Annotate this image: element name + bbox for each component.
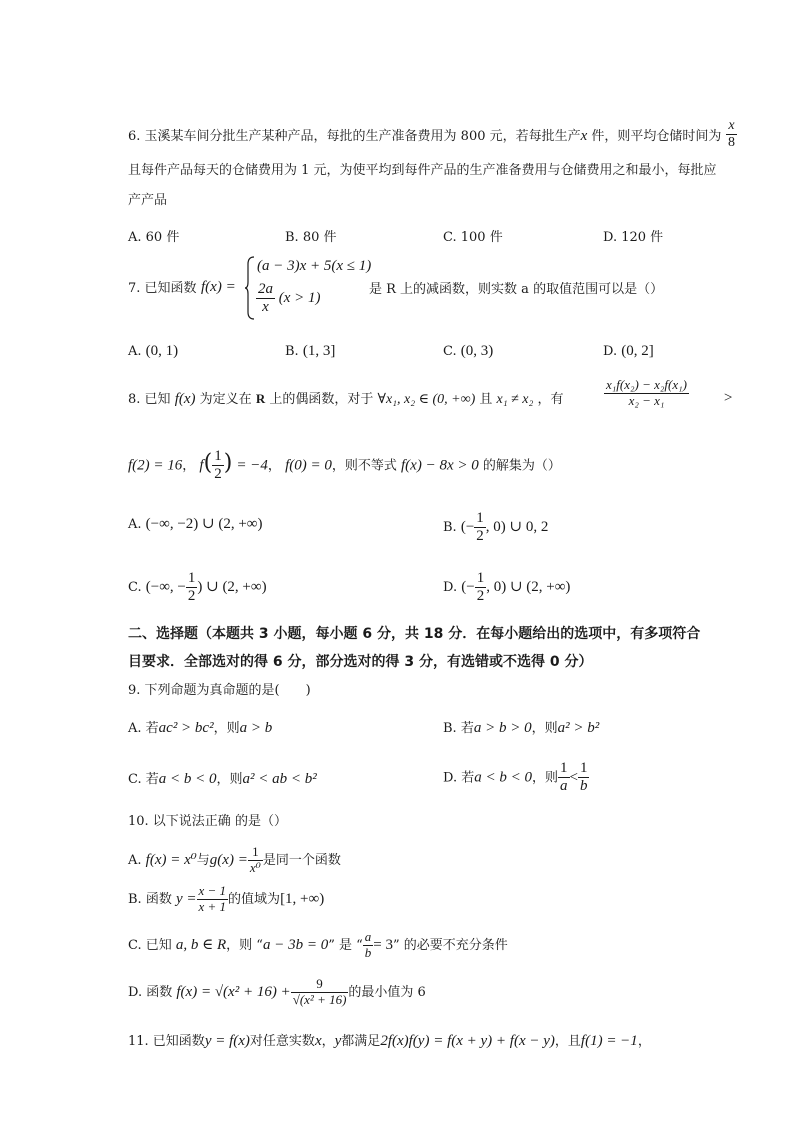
q8-option-d-post: , 0) ∪ (2, +∞) [486,579,571,596]
q6-option-d: D. 120 件 [603,230,664,245]
q10-option-b-den: x + 1 [198,898,227,914]
q10-option-a-den: x⁰ [249,859,261,875]
q8-option-d-pre: (− [461,579,475,596]
q8-mid3: 且 [479,392,493,407]
q8-option-c-label: C. [128,580,142,596]
q11-t1: 对任意实数 [249,1034,315,1049]
q6-line1 [128,129,721,144]
q7-option-d-label: D. [603,344,618,359]
q10-option-c-m3: = 3 [373,936,393,953]
q9-option-d [443,760,589,796]
q8-fhalf-num: 1 [212,448,224,466]
q10-title: 10. 以下说法正确 的是（） [128,814,287,829]
q10-option-a-t2: 是同一个函数 [262,852,341,868]
q10-option-c-label: C. 已知 [128,937,172,953]
q9-option-d-d2: b [579,778,588,795]
q10-option-d-num: 9 [291,977,349,993]
q8-big-den: x₂ − x₁ [628,392,665,408]
q11-t2: ， [321,1034,335,1049]
q8-line1 [128,392,564,407]
q7-option-b-label: B. [285,344,299,359]
q8-option-c-pre: (−∞, − [145,579,186,596]
q10-option-b-num: x − 1 [198,883,227,898]
q8-option-c-num: 1 [186,570,198,588]
q6-line1-text: 6. 玉溪某车间分批生产某种产品，每批的生产准备费用为 800 元，若每批生产 [128,129,581,144]
q9-option-d-n1: 1 [558,760,570,778]
q8-option-a [128,514,263,533]
q8-fhalf-den: 2 [214,466,222,483]
q10-option-a [128,845,341,876]
q11-t4: ，且 [554,1034,581,1049]
q7-brace [244,256,256,320]
q8-big-num: x₁f(x₂) − x₂f(x₁) [606,377,687,392]
q8-option-d-den: 2 [476,588,485,605]
q8-f2: f(2) = 16 [128,457,183,474]
q7-option-d [603,343,654,360]
q7-option-a-label: A. [128,344,142,359]
q8-option-d-label: D. [443,580,458,596]
q8-gt: > [723,390,734,406]
q10-option-b-m2: [1, +∞) [280,890,325,907]
q7-case2-cond: (x > 1) [278,290,321,307]
q9-option-b-m1: a > b > 0 [473,720,532,736]
q9-option-d-lt: < [569,769,578,786]
q6-line1-tail: 件，则平均仓储时间为 [587,129,722,144]
q7-prefix: 7. 已知函数 [128,281,197,296]
q6-line2: 且每件产品每天的仓储费用为 1 元，为使平均到每件产品的生产准备费用与仓储费用之和最小，每批应 [128,163,717,178]
q8-option-c-post: ) ∪ (2, +∞) [197,579,267,596]
q11-t5: ， [637,1034,651,1049]
q7-option-b [285,343,335,360]
q8-option-c [128,570,267,606]
q10-option-c-t2: ” 是 “ [328,937,363,953]
q7-case2 [256,281,321,317]
q6-frac-num: x [726,118,737,135]
q8-forall: ∀x₁, x₂ ∈ (0, +∞) [377,392,476,407]
q8-mid1: 为定义在 [199,392,252,407]
q10-option-a-m1: f(x) = x⁰ [145,851,197,868]
q9-title: 9. 下列命题为真命题的是( ) [128,683,311,698]
q11-line [128,1034,651,1049]
q9-option-a [128,717,272,737]
q10-option-d-t1: 的最小值为 6 [348,984,426,1000]
q10-option-d [128,977,426,1008]
q10-option-d-label: D. 函数 [128,984,173,1000]
q11-m2: x [314,1033,322,1049]
q11-m3: y [334,1033,342,1049]
q9-option-d-d1: a [560,778,568,795]
q11-t3: 都满足 [341,1034,381,1049]
q10-option-b-label: B. 函数 [128,891,172,907]
q9-option-d-m1: a < b < 0 [474,769,532,786]
q8-option-a-value: (−∞, −2) ∪ (2, +∞) [145,516,263,532]
q6-option-a: A. 60 件 [128,230,180,245]
q6-fraction [726,118,737,151]
q10-option-a-num: 1 [248,845,263,861]
q10-option-c [128,930,508,961]
q8-big-fraction [604,378,689,409]
q9-option-a-m2: a > b [239,720,273,736]
q8-option-b [443,510,548,546]
q7-fx: f(x) = [201,279,236,295]
q8-ineq-text: ，则不等式 [331,458,397,474]
q8-fx: f(x) [174,391,196,407]
q8-option-d-num: 1 [475,570,487,588]
q9-option-c-m1: a < b < 0 [158,771,217,787]
q8-mid2: 上的偶函数，对于 [269,392,374,407]
q7-case1: (a − 3)x + 5(x ≤ 1) [257,258,372,274]
q8-mid4: ，有 [537,392,564,407]
q10-option-c-m2: a − 3b = 0 [262,936,329,953]
q11-m1: y = f(x) [204,1033,250,1049]
q10-option-c-den: b [364,944,372,960]
q10-option-a-t1: 与 [196,852,210,868]
q8-line2: f(2) = 16， f( $\frac{1}{2}$ ) = −4， f(0) = 0，则不等式 f(x) − 8x > 0 的解集为（） [128,448,561,483]
q9-option-d-t2: ，则 [531,770,558,786]
q7-option-c [443,343,493,360]
q7-option-a [128,343,178,360]
q9-option-c-t2: ，则 [216,772,243,787]
q8-fhalf-val: = −4 [236,457,268,474]
q7-option-b-value: (1, 3] [302,343,336,359]
q8-option-d [443,570,570,606]
q9-option-b [443,717,599,737]
q8-option-b-den: 2 [476,528,484,545]
q9-option-b-t2: ，则 [531,721,558,736]
q7-suffix: 是 R 上的减函数，则实数 a 的取值范围可以是（） [369,282,664,297]
q8-option-a-label: A. [128,517,142,532]
q7-option-c-label: C. [443,344,457,359]
q9-option-b-text: B. 若 [443,721,474,736]
q9-option-c [128,768,317,788]
q8-inequality: f(x) − 8x > 0 [401,457,479,474]
q9-option-c-m2: a² < ab < b² [242,771,317,787]
q6-option-c: C. 100 件 [443,230,503,245]
q10-option-a-m2: g(x) = [209,851,248,868]
q8-solution-text: 的解集为（） [482,458,561,474]
q11-pre: 11. 已知函数 [128,1034,205,1049]
q8-option-b-post: , 0) ∪ 0, 2 [485,519,549,536]
q9-option-a-t2: ，则 [213,721,240,736]
q6-line1-var: x [580,128,588,144]
q9-option-d-n2: 1 [578,760,590,778]
section2-heading-line1: 二、选择题（本题共 3 小题，每小题 6 分，共 18 分．在每小题给出的选项中，有多项符合 [128,626,701,642]
q10-option-c-num: a [364,929,372,944]
q10-option-b [128,884,324,915]
q10-option-a-label: A. [128,852,142,868]
q8-option-b-pre: (− [460,519,475,536]
q7-option-a-value: (0, 1) [145,343,179,359]
q8-R: R [255,391,266,406]
q8-option-b-num: 1 [474,510,486,528]
q7-option-d-value: (0, 2] [621,343,654,359]
q11-m5: f(1) = −1 [580,1033,638,1049]
q8-f0: f(0) = 0 [285,457,332,474]
q10-option-c-t3: ” 的必要不充分条件 [392,937,508,953]
q8-neq: x₁ ≠ x₂ [496,392,534,407]
section2-heading-line2: 目要求．全部选对的得 6 分，部分选对的得 3 分，有选错或不选得 0 分） [128,654,593,670]
q10-option-d-den: √(x² + 16) [292,991,347,1007]
q8-prefix: 8. 已知 [128,392,171,407]
q9-option-a-text: A. 若 [128,721,159,736]
q6-frac-den: 8 [728,135,735,151]
q10-option-d-m1: f(x) = √(x² + 16) + [176,983,291,1000]
q9-option-d-text: D. 若 [443,770,475,786]
q7-option-c-value: (0, 3) [460,343,494,359]
q7-case2-den: x [262,299,269,316]
q8-fhalf-f: f [199,457,204,474]
q9-option-a-m1: ac² > bc² [158,720,214,736]
q11-m4: 2f(x)f(y) = f(x + y) + f(x − y) [380,1033,555,1049]
q10-option-c-t1: ，则 “ [226,937,263,953]
q8-option-b-label: B. [443,520,457,536]
q10-option-b-m1: y = [175,890,197,907]
q7-case2-num: 2a [256,281,275,299]
q10-option-c-m1: a, b ∈ R [175,936,227,953]
q6-option-b: B. 80 件 [285,230,337,245]
q9-option-b-m2: a² > b² [557,720,600,736]
q10-option-b-t1: 的值域为 [228,891,281,907]
q9-option-c-text: C. 若 [128,772,159,787]
q8-option-c-den: 2 [187,588,196,605]
q6-line3: 产产品 [128,193,168,208]
